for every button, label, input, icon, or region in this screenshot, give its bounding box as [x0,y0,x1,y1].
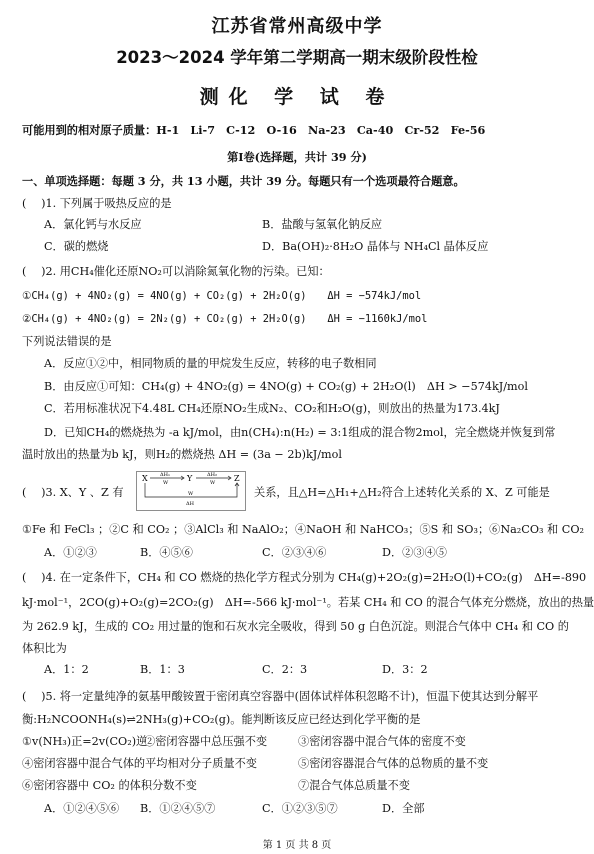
q3-option-b: B．④⑤⑥ [140,546,193,559]
q5-condition-1: ①v(NH₃)正=2v(CO₂)逆 [22,735,148,748]
q5-option-a: A．①②④⑤⑥ [44,802,120,815]
q2-option-a: A．反应①②中，相同物质的量的甲烷发生反应，转移的电子数相同 [44,357,377,370]
q3-option-c: C．②③④⑥ [262,546,327,559]
q5-condition-6: ⑥密闭容器中 CO₂ 的体积分数不变 [22,779,197,792]
diagram-dh: ΔH [186,501,194,507]
subject-title: 测化 学 试 卷 [199,86,395,108]
diagram-x: X [142,474,148,483]
q3-pairs: ①Fe 和 FeCl₃ ；②C 和 CO₂ ；③AlCl₃ 和 NaAlO₂；④NaOH 和 NaHCO₃；⑤S 和 SO₃；⑥Na₂CO₃ 和 CO₂ [22,523,584,536]
section1-title: 一、单项选择题：每题 3 分，共 13 小题，共计 39 分。每题只有一个选项最符合题意。 [22,174,465,188]
q5-option-c: C．①②③⑤⑦ [262,802,338,815]
q4-option-c: C．2：3 [262,663,308,676]
q2-lead: 下列说法错误的是 [22,335,112,348]
exam-title: 2023～2024 学年第二学期高一期末级阶段性检 [116,48,478,67]
atomic-masses: 可能用到的相对原子质量：H-1 Li-7 C-12 O-16 Na-23 Ca-40 Cr-52 Fe-56 [22,123,486,137]
q4-line2: kJ·mol⁻¹，2CO(g)+O₂(g)=2CO₂(g) ΔH=-566 kJ·mol⁻¹。若某 CH₄ 和 CO 的混合气体充分燃烧，放出的热量 [22,596,594,609]
q2-equation-2: ②CH₄(g) + 4NO₂(g) = 2N₂(g) + CO₂(g) + 2H₂O(g) ΔH = −1160kJ/mol [22,313,428,325]
diagram-dh2: ΔH₂ [207,472,217,478]
diagram-dh1: ΔH₁ [160,472,170,478]
q2-option-b: B．由反应①可知：CH₄(g) + 4NO₂(g) = 4NO(g) + CO₂(g) + 2H₂O(l) ΔH > −574kJ/mol [44,380,528,393]
part1-title: 第Ⅰ卷(选择题，共计 39 分) [227,150,367,164]
q3-option-d: D．②③④⑤ [382,546,447,559]
q2-option-d-line2: 温时放出的热量为b kJ，则H₂的燃烧热 ΔH = (3a − 2b)kJ/mol [22,448,342,461]
q3-option-a: A．①②③ [44,546,97,559]
q2-stem: ( )2. 用CH₄催化还原NO₂可以消除氮氧化物的污染。已知： [22,265,330,278]
q2-option-d-line1: D．已知CH₄的燃烧热为 -a kJ/mol，由n(CH₄):n(H₂) = 3:1组成的混合物2mol，完全燃烧并恢复到常 [44,426,556,439]
diagram-w2: W [210,480,216,486]
q5-line2: 衡:H₂NCOONH₄(s)⇌2NH₃(g)+CO₂(g)。能判断该反应已经达到化学平衡的是 [22,713,421,726]
q2-option-c: C．若用标准状况下4.48L CH₄还原NO₂生成N₂、CO₂和H₂O(g)，则放出的热量为173.4kJ [44,402,500,415]
q1-option-c: C．碳的燃烧 [44,240,109,253]
page-footer: 第 1 页 共 8 页 [262,840,332,851]
diagram-y: Y [187,474,193,483]
q5-condition-2: ②密闭容器中总压强不变 [144,735,268,748]
q4-option-b: B．1：3 [140,663,185,676]
q4-line4: 体积比为 [22,642,67,655]
q5-condition-3: ③密闭容器中混合气体的密度不变 [298,735,466,748]
diagram-z: Z [234,474,240,483]
q3-stem-prefix: ( )3. X、Y 、Z 有 [22,486,124,499]
q1-option-a: A．氯化钙与水反应 [44,218,142,231]
q3-stem-suffix: 关系，且△H=△H₁+△H₂符合上述转化关系的 X、Z 可能是 [254,486,550,499]
q5-condition-7: ⑦混合气体总质量不变 [298,779,410,792]
q1-option-d: D．Ba(OH)₂·8H₂O 晶体与 NH₄Cl 晶体反应 [262,240,489,253]
school-title: 江苏省常州高级中学 [211,16,383,37]
q1-stem: ( )1. 下列属于吸热反应的是 [22,197,172,210]
q3-conversion-diagram [136,470,246,512]
q5-condition-5: ⑤密闭容器混合气体的总物质的量不变 [298,757,489,770]
q4-line1: ( )4. 在一定条件下，CH₄ 和 CO 燃烧的热化学方程式分别为 CH₄(g)+2O₂(g)=2H₂O(l)+CO₂(g) ΔH=-890 [22,571,587,584]
q5-line1: ( )5. 将一定量纯净的氨基甲酸铵置于密闭真空容器中(固体试样体积忽略不计)，恒温下使其达到分解平 [22,690,539,703]
q4-option-d: D．3：2 [382,663,428,676]
q2-equation-1: ①CH₄(g) + 4NO₂(g) = 4NO(g) + CO₂(g) + 2H₂O(g) ΔH = −574kJ/mol [22,290,422,302]
q5-option-b: B．①②④⑤⑦ [140,802,216,815]
diagram-w3: W [188,491,194,497]
q4-option-a: A．1：2 [44,663,89,676]
q1-option-b: B．盐酸与氢氧化钠反应 [262,218,383,231]
q5-option-d: D．全部 [382,802,425,815]
q5-condition-4: ④密闭容器中混合气体的平均相对分子质量不变 [22,757,257,770]
diagram-w1: W [163,480,169,486]
q4-line3: 为 262.9 kJ，生成的 CO₂ 用过量的饱和石灰水完全吸收，得到 50 g 白色沉淀。则混合气体中 CH₄ 和 CO 的 [22,620,569,633]
